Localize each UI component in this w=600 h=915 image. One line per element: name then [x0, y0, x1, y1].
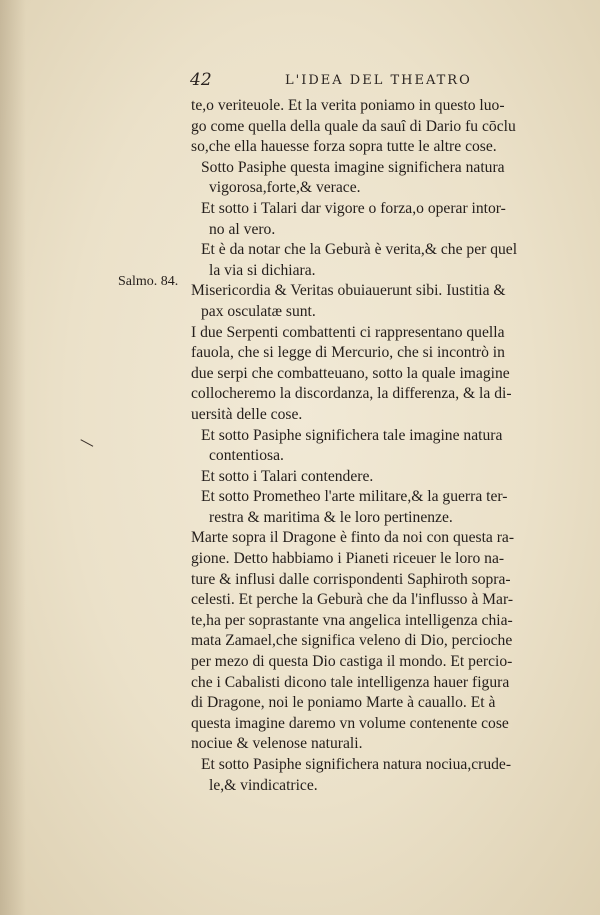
text-line: collocheremo la discordanza, la differenza, & la di- — [191, 385, 512, 403]
text-line: di Dragone, noi le poniamo Marte à cauallo. Et à — [191, 694, 496, 712]
text-line: mata Zamael,che significa veleno di Dio, percioche — [191, 632, 513, 650]
text-line: per mezo di questa Dio castiga il mondo. Et percio- — [191, 653, 513, 671]
text-line: no al vero. — [209, 220, 276, 238]
text-line: Et sotto Pasiphe significhera tale imagine natura — [201, 426, 503, 444]
page-number: 42 — [190, 70, 212, 90]
text-line: le,& vindicatrice. — [209, 776, 318, 794]
text-line: vigorosa,forte,& verace. — [209, 179, 361, 197]
text-line: go come quella della quale da sauî di Dario fu cōclu — [191, 117, 516, 135]
text-line: pax osculatæ sunt. — [201, 302, 316, 320]
text-line: che i Cabalisti dicono tale intelligenza hauer figura — [191, 673, 510, 691]
margin-note: Salmo. 84. — [118, 274, 179, 289]
text-line: I due Serpenti combattenti ci rappresentano quella — [191, 323, 505, 341]
text-line: Et è da notar che la Geburà è verita,& che per quel — [201, 241, 518, 259]
text-line: restra & maritima & le loro pertinenze. — [209, 508, 453, 526]
text-line: la via si dichiara. — [209, 261, 316, 279]
page-gutter-shadow — [0, 0, 26, 915]
text-line: celesti. Et perche la Geburà che da l'influsso à Mar- — [191, 591, 514, 609]
running-head: L'IDEA DEL THEATRO — [285, 73, 472, 88]
text-line: Et sotto Prometheo l'arte militare,& la guerra ter- — [201, 488, 508, 506]
text-line: due serpi che combatteuano, sotto la quale imagine — [191, 364, 510, 382]
text-line: fauola, che si legge di Mercurio, che si incontrò in — [191, 344, 505, 362]
text-line: Misericordia & Veritas obuiauerunt sibi. Iustitia & — [191, 282, 506, 300]
ink-mark — [77, 439, 94, 454]
text-line: gione. Detto habbiamo i Pianeti riceuer le loro na- — [191, 550, 505, 568]
text-line: nociue & velenose naturali. — [191, 735, 363, 753]
text-line: Et sotto i Talari dar vigore o forza,o operar intor- — [201, 199, 506, 217]
text-line: Sotto Pasiphe questa imagine significhera natura — [201, 158, 505, 176]
text-line: uersità delle cose. — [191, 405, 303, 423]
text-line: te,ha per soprastante vna angelica intelligenza chia- — [191, 611, 513, 629]
text-line: questa imagine daremo vn volume contenente cose — [191, 714, 509, 732]
text-line: Et sotto i Talari contendere. — [201, 467, 374, 485]
text-line: contentiosa. — [209, 447, 284, 465]
text-line: Marte sopra il Dragone è finto da noi con questa ra- — [191, 529, 515, 547]
text-line: ture & influsi dalle corrispondenti Saphiroth sopra- — [191, 570, 511, 588]
text-line: so,che ella hauesse forza sopra tutte le altre cose. — [191, 138, 497, 156]
text-line: te,o veriteuole. Et la verita poniamo in questo luo- — [191, 97, 505, 114]
body-text — [191, 96, 571, 796]
text-line: Et sotto Pasiphe significhera natura nociua,crude- — [201, 756, 512, 773]
